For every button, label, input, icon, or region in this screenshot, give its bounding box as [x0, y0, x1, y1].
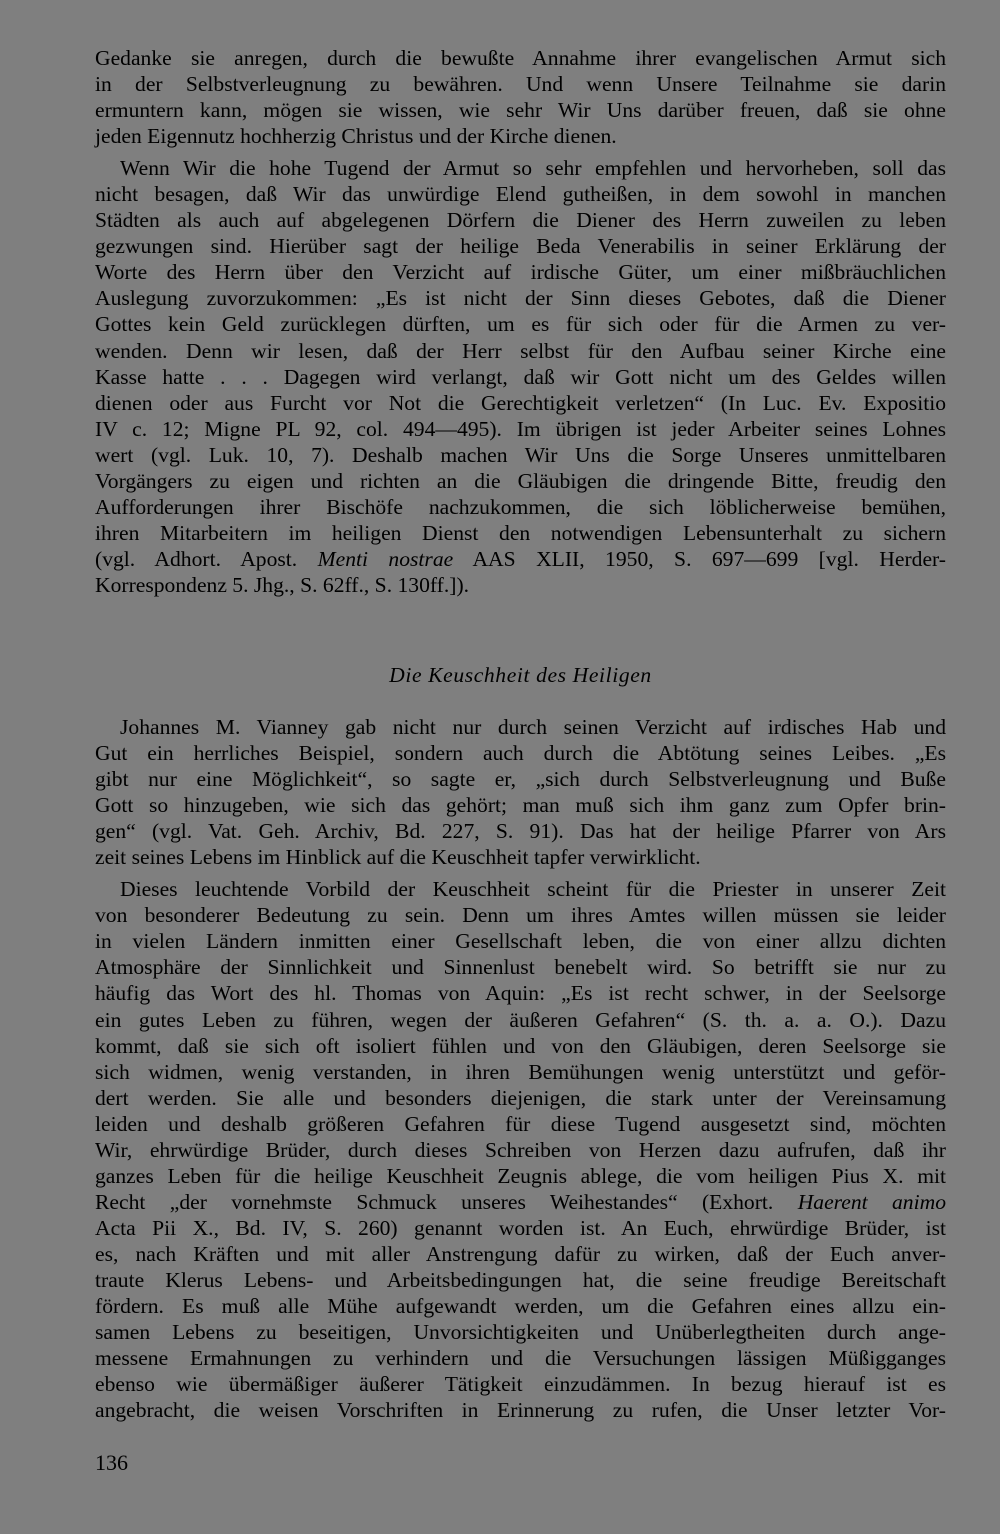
paragraph-vianney — [95, 714, 946, 870]
text-line: samen Lebens zu beseitigen, Unvorsichtigkeiten und Unüberlegtheiten durch ange- — [95, 1320, 946, 1345]
text-line: Auslegung zuvorzukommen: „Es ist nicht der Sinn dieses Gebotes, daß die Diener — [95, 286, 946, 311]
text-line: Recht „der vornehmste Schmuck unseres Weihestandes“ (Exhort. Haerent animo — [95, 1189, 946, 1214]
page-number: 136 — [95, 1450, 128, 1475]
text-line: fördern. Es muß alle Mühe aufgewandt werden, um die Gefahren eines allzu ein- — [95, 1294, 946, 1319]
italic-title: Menti nostrae — [317, 546, 454, 571]
text-line: dert werden. Sie alle und besonders diejenigen, die stark unter der Vereinsamung — [95, 1085, 946, 1110]
text-line: jeden Eigennutz hochherzig Christus und der Kirche dienen. — [95, 124, 617, 149]
text-line: in vielen Ländern inmitten einer Gesellschaft leben, die von einer allzu dichten — [95, 929, 946, 954]
text-line: es, nach Kräften und mit aller Anstrengung dafür zu wirken, daß der Euch anver- — [95, 1241, 946, 1266]
text-line: Korrespondenz 5. Jhg., S. 62ff., S. 130ff.]). — [95, 572, 470, 597]
text-line: dienen oder aus Furcht vor Not die Gerechtigkeit verletzen“ (In Luc. Ev. Expositio — [95, 390, 946, 415]
text-line: Wenn Wir die hohe Tugend der Armut so sehr empfehlen und hervorheben, soll das — [120, 156, 946, 181]
text-line: Worte des Herrn über den Verzicht auf irdische Güter, um einer mißbräuchlichen — [95, 260, 946, 285]
text-line: angebracht, die weisen Vorschriften in Erinnerung zu rufen, die Unser letzter Vor- — [95, 1398, 946, 1423]
paragraph-chastity — [95, 876, 946, 1423]
text-line: ermuntern kann, mögen sie wissen, wie sehr Wir Uns darüber freuen, daß sie ohne — [95, 98, 946, 123]
text-line: Gottes kein Geld zurücklegen dürften, um es für sich oder für die Armen zu ver- — [95, 312, 946, 337]
text-line: messene Ermahnungen zu verhindern und die Versuchungen lässigen Müßigganges — [95, 1346, 946, 1371]
text-line: gibt nur eine Möglichkeit“, so sagte er, „sich durch Selbstverleugnung und Buße — [95, 767, 946, 792]
text-line: Wir, ehrwürdige Brüder, durch dieses Schreiben von Herzen dazu aufrufen, daß ihr — [95, 1137, 946, 1162]
text-line: Gedanke sie anregen, durch die bewußte Annahme ihrer evangelischen Armut sich — [95, 46, 946, 70]
text-line: Aufforderungen ihrer Bischöfe nachzukommen, die sich löblicherweise bemühen, — [95, 494, 946, 519]
text-line: sich widmen, wenig verstanden, in ihren Bemühungen wenig unterstützt und geför- — [95, 1059, 946, 1084]
text-line: Gut ein herrliches Beispiel, sondern auch durch die Abtötung seines Leibes. „Es — [95, 741, 946, 766]
section-heading: Die Keuschheit des Heiligen — [389, 663, 652, 687]
italic-title: Haerent animo — [797, 1189, 946, 1214]
text-line: Gott so hinzugeben, wie sich das gehört; man muß sich ihm ganz zum Opfer brin- — [95, 793, 946, 818]
text-line: gezwungen sind. Hierüber sagt der heilige Beda Venerabilis in seiner Erklärung der — [95, 234, 946, 259]
text-block-lower — [95, 714, 946, 1423]
text-block-upper — [95, 45, 946, 598]
text-line: ebenso wie übermäßiger äußerer Tätigkeit einzudämmen. In bezug hierauf ist es — [95, 1372, 946, 1397]
text-line: Vorgängers zu eigen und richten an die Gläubigen die dringende Bitte, freudig den — [95, 468, 946, 493]
text-line: ein gutes Leben zu führen, wegen der äußeren Gefahren“ (S. th. a. a. O.). Dazu — [95, 1007, 946, 1032]
text-line: IV c. 12; Migne PL 92, col. 494—495). Im übrigen ist jeder Arbeiter seines Lohnes — [95, 416, 946, 441]
text-line: (vgl. Adhort. Apost. Menti nostrae AAS XLII, 1950, S. 697—699 [vgl. Herder- — [95, 546, 946, 571]
text-line: Atmosphäre der Sinnlichkeit und Sinnenlust benebelt wird. So betrifft sie nur zu — [95, 955, 946, 980]
text-line: leiden und deshalb größeren Gefahren für diese Tugend ausgesetzt sind, möchten — [95, 1111, 946, 1136]
text-line: ganzes Leben für die heilige Keuschheit Zeugnis ablege, die vom heiligen Pius X. mit — [95, 1163, 946, 1188]
paragraph-poverty — [95, 155, 946, 598]
text-line: nicht besagen, daß Wir das unwürdige Elend gutheißen, in dem sowohl in manchen — [95, 182, 946, 207]
text-line: häufig das Wort des hl. Thomas von Aquin: „Es ist recht schwer, in der Seelsorge — [95, 981, 946, 1006]
text-line: Kasse hatte . . . Dagegen wird verlangt, daß wir Gott nicht um des Geldes willen — [95, 364, 946, 389]
text-line: Acta Pii X., Bd. IV, S. 260) genannt worden ist. An Euch, ehrwürdige Brüder, ist — [95, 1215, 946, 1240]
text-line: zeit seines Lebens im Hinblick auf die Keuschheit tapfer verwirklicht. — [95, 845, 701, 870]
text-line: Dieses leuchtende Vorbild der Keuschheit scheint für die Priester in unserer Zeit — [120, 877, 946, 902]
text-line: gen“ (vgl. Vat. Geh. Archiv, Bd. 227, S. 91). Das hat der heilige Pfarrer von Ars — [95, 819, 946, 844]
text-line: in der Selbstverleugnung zu bewähren. Und wenn Unsere Teilnahme sie darin — [95, 72, 946, 97]
text-line: kommt, daß sie sich oft isoliert fühlen und von den Gläubigen, deren Seelsorge sie — [95, 1033, 946, 1058]
paragraph-continuation — [95, 45, 946, 149]
text-line: traute Klerus Lebens- und Arbeitsbedingungen hat, die seine freudige Bereitschaft — [95, 1267, 946, 1292]
text-line: ihren Mitarbeitern im heiligen Dienst den notwendigen Lebensunterhalt zu sichern — [95, 520, 946, 545]
text-line: Städten als auch auf abgelegenen Dörfern die Diener des Herrn zuweilen zu leben — [95, 208, 946, 233]
text-line: von besonderer Bedeutung zu sein. Denn um ihres Amtes willen müssen sie leider — [95, 903, 946, 928]
text-line: Johannes M. Vianney gab nicht nur durch seinen Verzicht auf irdisches Hab und — [120, 715, 946, 739]
text-line: wert (vgl. Luk. 10, 7). Deshalb machen Wir Uns die Sorge Unseres unmittelbaren — [95, 442, 946, 467]
text-line: wenden. Denn wir lesen, daß der Herr selbst für den Aufbau seiner Kirche eine — [95, 338, 946, 363]
